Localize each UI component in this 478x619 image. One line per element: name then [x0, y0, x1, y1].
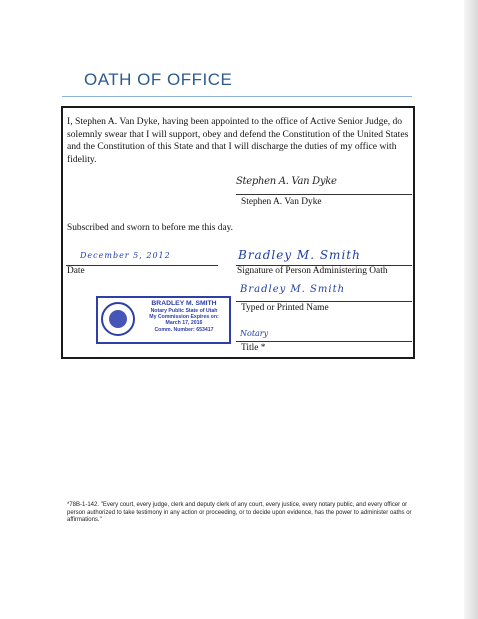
title-divider	[62, 96, 412, 97]
notary-seal-icon	[101, 302, 135, 336]
printed-name-line	[236, 301, 412, 302]
date-line	[66, 265, 218, 266]
administrator-signature: Bradley M. Smith	[238, 248, 361, 262]
stamp-text	[138, 300, 230, 333]
affiant-printed-name: Stephen A. Van Dyke	[241, 197, 322, 207]
administrator-signature-label: Signature of Person Administering Oath	[237, 266, 388, 276]
date-handwritten: December 5, 2012	[80, 251, 171, 260]
oath-text: I, Stephen A. Van Dyke, having been appointed to the office of Active Senior Judge, do solemnly swear that I will support, obey and defend the Constitution of the United States and the Constitution of this State and that I will discharge the duties of my office with fidelity.	[67, 116, 409, 165]
printed-name-label: Typed or Printed Name	[241, 303, 329, 313]
affiant-signature-line	[236, 194, 412, 195]
title-label: Title *	[241, 343, 266, 353]
title-line	[236, 341, 412, 342]
stamp-line: BRADLEY M. SMITH	[151, 300, 217, 307]
notary-stamp	[96, 296, 231, 344]
stamp-line: March 17, 2016	[165, 320, 203, 327]
stamp-line: My Commission Expires on:	[149, 314, 219, 321]
stamp-line: Comm. Number: 653417	[154, 326, 214, 333]
subscribed-text: Subscribed and sworn to before me this day.	[67, 223, 234, 233]
stamp-line: Notary Public State of Utah	[150, 308, 218, 314]
page-title: OATH OF OFFICE	[84, 70, 233, 89]
footnote: *78B-1-142. "Every court, every judge, clerk and deputy clerk of any court, every justice, every notary public, and every officer or person authorized to take testimony in any action or proceeding, or to decide upon evidence, has the power to administer oaths or affirmations."	[67, 502, 412, 524]
page-edge	[464, 0, 478, 619]
date-label: Date	[67, 266, 85, 276]
affiant-signature: Stephen A. Van Dyke	[236, 176, 337, 187]
administrator-title-handwritten: Notary	[240, 329, 269, 338]
administrator-printed-name-handwritten: Bradley M. Smith	[240, 284, 346, 295]
